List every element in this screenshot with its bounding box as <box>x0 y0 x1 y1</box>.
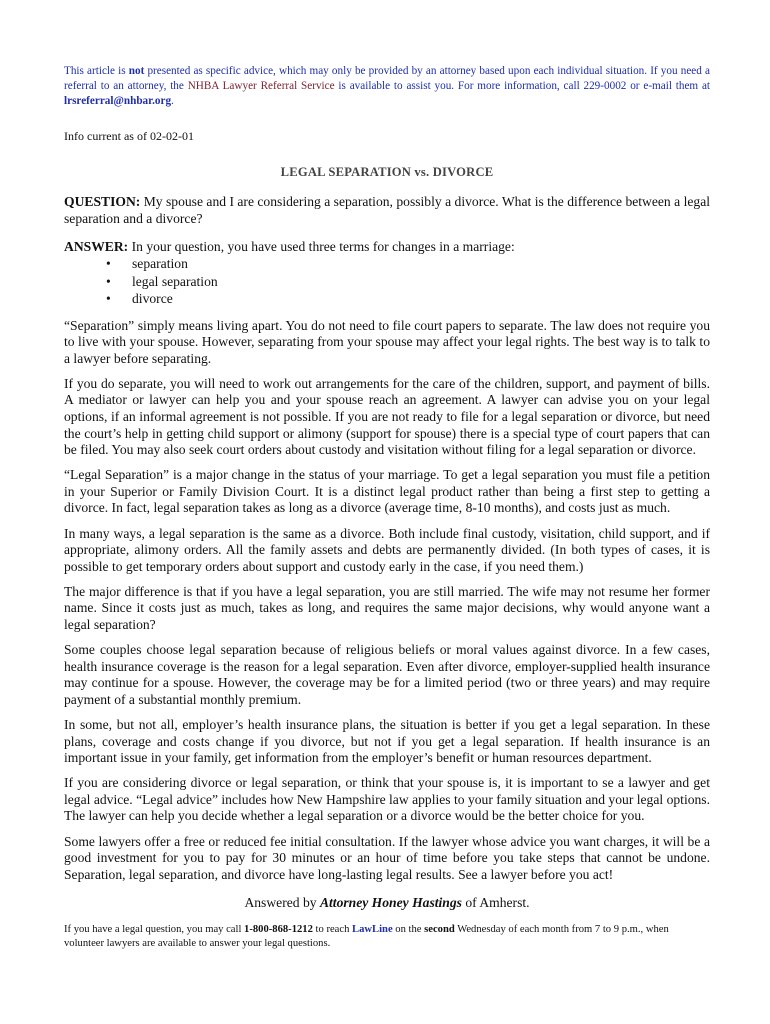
paragraph-arrangements: If you do separate, you will need to work out arrangements for the care of the children, support, and payment of bills. A mediator or lawyer can help you and your spouse reach an agreement. A lawyer can advise you on your legal options, if an informal agreement is not possible. If you are not ready to file for a legal separation or divorce, but need the court’s help in getting child support or alimony (support for spouse) there is a special type of court papers that can be filed. You may also seek court orders about custody and visitation without filing for a legal separation or divorce. <box>64 375 710 458</box>
footer-second: second <box>424 924 455 936</box>
lawline-phone: 1-800-868-1212 <box>244 924 313 936</box>
bullet-icon: • <box>106 256 111 271</box>
paragraph-separation: “Separation” simply means living apart. You do not need to file court papers to separate. The law does not require you to live with your spouse. However, separating from your spouse may affect your legal rights. The best way is to talk to a lawyer before separating. <box>64 317 710 366</box>
paragraph-legal-advice: If you are considering divorce or legal separation, or think that your spouse is, it is important to se a lawyer and get legal advice. “Legal advice” includes how New Hampshire law applies to your family situation and your legal options. The lawyer can help you decide whether a legal separation or a divorce would be the better choice for you. <box>64 775 710 824</box>
paragraph-reasons: Some couples choose legal separation because of religious beliefs or moral values against divorce. In a few cases, health insurance coverage is the reason for a legal separation. Even after divorce, employer-supplied health insurance may continue for a spouse. However, the coverage may be for a limited period (two or three years) and may require payment of a substantial monthly premium. <box>64 642 710 707</box>
question <box>64 193 710 227</box>
answer-label: ANSWER: <box>64 239 129 254</box>
paragraph-insurance-plans: In some, but not all, employer’s health insurance plans, the situation is better if you get a legal separation. In these plans, coverage and costs change if you divorce, but not if you get a legal separation. If health insurance is an important issue in your family, get information from the employer’s benefit or human resources department. <box>64 716 710 766</box>
paragraph-major-difference: The major difference is that if you have a legal separation, you are still married. The wife may not resume her former name. Since it costs just as much, takes as long, and requires the same major decisions, why would anyone want a legal separation? <box>64 583 710 632</box>
document-title: LEGAL SEPARATION vs. DIVORCE <box>280 165 494 179</box>
signature-prefix: Answered by <box>244 895 320 911</box>
lawline-name: LawLine <box>352 924 393 936</box>
signature-suffix: of Amherst. <box>461 895 530 911</box>
referral-service-name: NHBA Lawyer Referral Service <box>187 80 335 92</box>
footer-text-3: on the <box>392 924 425 936</box>
question-text: My spouse and I are considering a separation, possibly a divorce. What is the difference between a legal separation and a divorce? <box>64 194 710 226</box>
footer-note <box>64 923 710 951</box>
disclaimer-not: not <box>128 65 145 77</box>
bullet-icon: • <box>106 273 111 289</box>
paragraph-similarities: In many ways, a legal separation is the same as a divorce. Both include final custody, visitation, child support, and if appropriate, alimony orders. All the family assets and debts are permanently divided. (In both types of cases, it is possible to get temporary orders about support and custody early in the case, if you need them.) <box>64 525 710 574</box>
document-page <box>64 64 710 951</box>
term-divorce: divorce <box>132 291 173 306</box>
info-date: Info current as of 02-02-01 <box>64 129 194 143</box>
referral-email: lrsreferral@nhbar.org <box>64 95 172 107</box>
paragraph-legal-separation: “Legal Separation” is a major change in the status of your marriage. To get a legal separation you must file a petition in your Superior or Family Division Court. It is a distinct legal product rather than being a first step to getting a divorce. In fact, legal separation takes as long as a divorce (average time, 8-10 months), and costs just as much. <box>64 467 710 516</box>
terms-list <box>64 255 710 308</box>
disclaimer-text-4: . <box>171 95 174 107</box>
author-name: Attorney Honey Hastings <box>319 895 462 911</box>
footer-text-1: If you have a legal question, you may call <box>64 924 245 936</box>
disclaimer-text-2: presented as specific advice, which may only be provided by an attorney based upon each individual situation. If you need a referral to an attorney, the <box>64 65 710 92</box>
disclaimer-text-1: This article is <box>64 65 129 77</box>
answer-text: In your question, you have used three terms for changes in a marriage: <box>128 239 515 254</box>
list-item <box>106 255 710 273</box>
paragraph-consultation: Some lawyers offer a free or reduced fee initial consultation. If the lawyer whose advice you want charges, it will be a good investment for you to pay for 30 minutes or an hour of time before you take steps that cannot be undone. Separation, legal separation, and divorce have long-lasting legal results. See a lawyer before you act! <box>64 833 710 882</box>
answer <box>64 238 710 255</box>
question-label: QUESTION: <box>64 194 141 209</box>
list-item <box>106 273 710 291</box>
signature <box>64 895 710 911</box>
disclaimer <box>64 64 710 109</box>
disclaimer-text-3: is available to assist you. For more information, call 229-0002 or e-mail them at <box>334 80 711 92</box>
footer-text-4: Wednesday of each month from 7 to 9 p.m., when volunteer lawyers are available to answer your legal questions. <box>64 924 669 950</box>
term-separation: separation <box>132 256 188 271</box>
footer-text-2: to reach <box>312 924 353 936</box>
term-legal-separation: legal separation <box>132 273 218 289</box>
list-item <box>106 290 710 308</box>
bullet-icon: • <box>106 291 111 306</box>
